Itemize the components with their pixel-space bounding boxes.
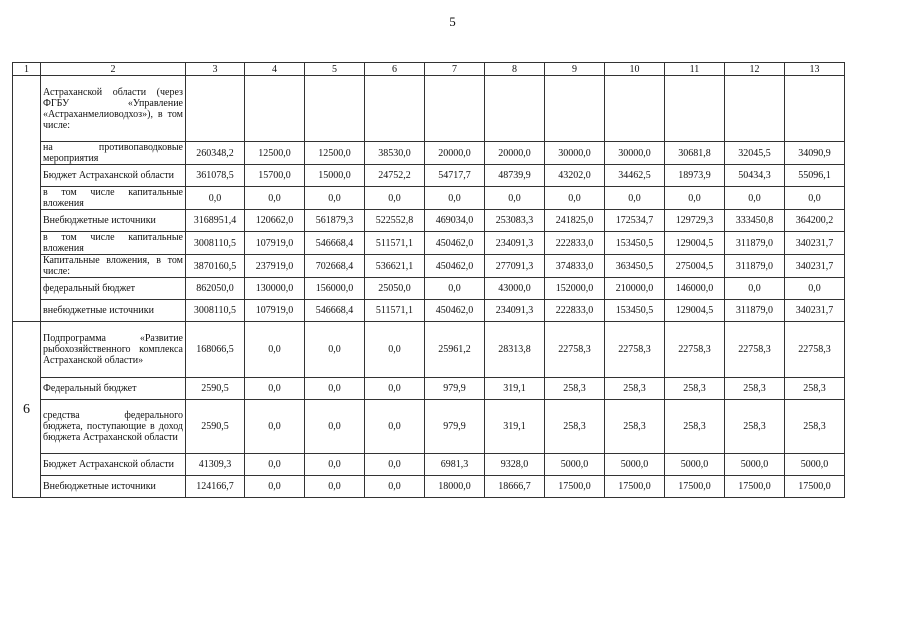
value-cell: 0,0 <box>365 187 425 210</box>
column-header: 6 <box>365 63 425 76</box>
value-cell: 107919,0 <box>245 232 305 255</box>
value-cell: 146000,0 <box>665 278 725 300</box>
value-cell: 979,9 <box>425 400 485 454</box>
value-cell: 9328,0 <box>485 454 545 476</box>
value-cell: 0,0 <box>605 187 665 210</box>
value-cell: 361078,5 <box>186 165 245 187</box>
value-cell: 22758,3 <box>605 322 665 378</box>
value-cell: 28313,8 <box>485 322 545 378</box>
value-cell: 237919,0 <box>245 255 305 278</box>
value-cell: 130000,0 <box>245 278 305 300</box>
value-cell: 702668,4 <box>305 255 365 278</box>
value-cell: 311879,0 <box>725 255 785 278</box>
value-cell: 153450,5 <box>605 300 665 322</box>
value-cell: 253083,3 <box>485 210 545 232</box>
table-row <box>13 400 845 454</box>
value-cell: 275004,5 <box>665 255 725 278</box>
value-cell: 0,0 <box>365 400 425 454</box>
value-cell: 30681,8 <box>665 142 725 165</box>
value-cell: 258,3 <box>665 378 725 400</box>
value-cell: 258,3 <box>545 378 605 400</box>
value-cell <box>725 76 785 142</box>
value-cell <box>485 76 545 142</box>
value-cell: 450462,0 <box>425 232 485 255</box>
row-label: Капитальные вложения, в том числе: <box>41 255 186 278</box>
value-cell: 43000,0 <box>485 278 545 300</box>
table-row <box>13 378 845 400</box>
value-cell: 0,0 <box>245 454 305 476</box>
value-cell: 0,0 <box>186 187 245 210</box>
row-label: в том числе капитальные вложения <box>41 187 186 210</box>
value-cell: 234091,3 <box>485 300 545 322</box>
value-cell: 363450,5 <box>605 255 665 278</box>
column-header: 2 <box>41 63 186 76</box>
value-cell <box>365 76 425 142</box>
table-row <box>13 300 845 322</box>
table-row <box>13 322 845 378</box>
row-label: в том числе капитальные вложения <box>41 232 186 255</box>
value-cell: 511571,1 <box>365 300 425 322</box>
value-cell <box>785 76 845 142</box>
value-cell: 54717,7 <box>425 165 485 187</box>
value-cell: 0,0 <box>245 378 305 400</box>
table-row <box>13 165 845 187</box>
value-cell: 129004,5 <box>665 232 725 255</box>
value-cell: 5000,0 <box>665 454 725 476</box>
value-cell: 6981,3 <box>425 454 485 476</box>
column-header: 11 <box>665 63 725 76</box>
value-cell: 546668,4 <box>305 300 365 322</box>
value-cell: 20000,0 <box>425 142 485 165</box>
table-row <box>13 232 845 255</box>
table-row <box>13 255 845 278</box>
row-label: Астраханской области (через ФГБУ «Управление «Астраханмелиоводхоз»), в том числе: <box>41 76 186 142</box>
row-label: Подпрограмма «Развитие рыбохозяйственного комплекса Астраханской области» <box>41 322 186 378</box>
value-cell: 3168951,4 <box>186 210 245 232</box>
value-cell: 450462,0 <box>425 300 485 322</box>
value-cell: 374833,0 <box>545 255 605 278</box>
value-cell: 20000,0 <box>485 142 545 165</box>
column-header: 8 <box>485 63 545 76</box>
value-cell: 450462,0 <box>425 255 485 278</box>
value-cell <box>186 76 245 142</box>
value-cell <box>425 76 485 142</box>
value-cell: 0,0 <box>725 187 785 210</box>
value-cell: 25961,2 <box>425 322 485 378</box>
value-cell: 258,3 <box>545 400 605 454</box>
value-cell: 17500,0 <box>545 476 605 498</box>
row-label: Внебюджетные источники <box>41 210 186 232</box>
value-cell: 30000,0 <box>605 142 665 165</box>
value-cell: 22758,3 <box>785 322 845 378</box>
table-row <box>13 476 845 498</box>
value-cell <box>245 76 305 142</box>
value-cell: 561879,3 <box>305 210 365 232</box>
value-cell: 43202,0 <box>545 165 605 187</box>
value-cell: 18666,7 <box>485 476 545 498</box>
value-cell: 340231,7 <box>785 300 845 322</box>
budget-table <box>12 62 845 498</box>
column-header: 13 <box>785 63 845 76</box>
value-cell: 55096,1 <box>785 165 845 187</box>
value-cell: 41309,3 <box>186 454 245 476</box>
row-group-index <box>13 76 41 322</box>
value-cell: 311879,0 <box>725 300 785 322</box>
column-header: 3 <box>186 63 245 76</box>
value-cell: 15700,0 <box>245 165 305 187</box>
value-cell: 107919,0 <box>245 300 305 322</box>
value-cell: 0,0 <box>245 400 305 454</box>
value-cell: 3008110,5 <box>186 300 245 322</box>
column-header: 5 <box>305 63 365 76</box>
column-header: 10 <box>605 63 665 76</box>
table-row <box>13 76 845 142</box>
value-cell: 0,0 <box>365 476 425 498</box>
value-cell: 48739,9 <box>485 165 545 187</box>
value-cell: 0,0 <box>785 187 845 210</box>
value-cell: 34462,5 <box>605 165 665 187</box>
value-cell: 0,0 <box>245 187 305 210</box>
value-cell: 5000,0 <box>545 454 605 476</box>
value-cell: 120662,0 <box>245 210 305 232</box>
value-cell: 0,0 <box>725 278 785 300</box>
value-cell: 172534,7 <box>605 210 665 232</box>
value-cell: 25050,0 <box>365 278 425 300</box>
value-cell: 0,0 <box>785 278 845 300</box>
value-cell: 0,0 <box>305 187 365 210</box>
value-cell: 260348,2 <box>186 142 245 165</box>
column-header: 7 <box>425 63 485 76</box>
value-cell: 17500,0 <box>665 476 725 498</box>
row-label: на противопаводковые мероприятия <box>41 142 186 165</box>
value-cell <box>665 76 725 142</box>
value-cell: 168066,5 <box>186 322 245 378</box>
column-header: 1 <box>13 63 41 76</box>
table-row <box>13 454 845 476</box>
value-cell: 152000,0 <box>545 278 605 300</box>
value-cell: 311879,0 <box>725 232 785 255</box>
row-label: Бюджет Астраханской области <box>41 165 186 187</box>
value-cell: 210000,0 <box>605 278 665 300</box>
value-cell: 0,0 <box>365 378 425 400</box>
value-cell <box>305 76 365 142</box>
value-cell: 129729,3 <box>665 210 725 232</box>
value-cell: 258,3 <box>725 378 785 400</box>
value-cell: 18973,9 <box>665 165 725 187</box>
value-cell: 5000,0 <box>605 454 665 476</box>
value-cell: 18000,0 <box>425 476 485 498</box>
value-cell: 32045,5 <box>725 142 785 165</box>
value-cell: 17500,0 <box>605 476 665 498</box>
value-cell: 34090,9 <box>785 142 845 165</box>
value-cell: 546668,4 <box>305 232 365 255</box>
value-cell: 0,0 <box>305 378 365 400</box>
value-cell <box>545 76 605 142</box>
value-cell: 258,3 <box>605 378 665 400</box>
value-cell <box>605 76 665 142</box>
value-cell: 258,3 <box>725 400 785 454</box>
value-cell: 17500,0 <box>725 476 785 498</box>
page-number: 5 <box>449 14 456 29</box>
value-cell: 153450,5 <box>605 232 665 255</box>
value-cell: 0,0 <box>545 187 605 210</box>
value-cell: 333450,8 <box>725 210 785 232</box>
row-label: внебюджетные источники <box>41 300 186 322</box>
value-cell: 17500,0 <box>785 476 845 498</box>
value-cell: 469034,0 <box>425 210 485 232</box>
table-row <box>13 210 845 232</box>
value-cell: 0,0 <box>425 278 485 300</box>
value-cell: 50434,3 <box>725 165 785 187</box>
value-cell: 24752,2 <box>365 165 425 187</box>
value-cell: 258,3 <box>785 400 845 454</box>
value-cell: 862050,0 <box>186 278 245 300</box>
value-cell: 277091,3 <box>485 255 545 278</box>
row-group-index: 6 <box>13 322 41 498</box>
value-cell: 979,9 <box>425 378 485 400</box>
value-cell: 234091,3 <box>485 232 545 255</box>
table-row <box>13 278 845 300</box>
value-cell: 22758,3 <box>545 322 605 378</box>
column-header: 12 <box>725 63 785 76</box>
value-cell: 340231,7 <box>785 232 845 255</box>
value-cell: 536621,1 <box>365 255 425 278</box>
value-cell: 22758,3 <box>665 322 725 378</box>
value-cell: 241825,0 <box>545 210 605 232</box>
value-cell: 2590,5 <box>186 400 245 454</box>
value-cell: 319,1 <box>485 378 545 400</box>
value-cell: 3008110,5 <box>186 232 245 255</box>
value-cell: 319,1 <box>485 400 545 454</box>
value-cell: 511571,1 <box>365 232 425 255</box>
row-label: Внебюджетные источники <box>41 476 186 498</box>
value-cell: 12500,0 <box>305 142 365 165</box>
value-cell: 156000,0 <box>305 278 365 300</box>
value-cell: 0,0 <box>305 322 365 378</box>
value-cell: 364200,2 <box>785 210 845 232</box>
value-cell: 222833,0 <box>545 232 605 255</box>
value-cell: 0,0 <box>485 187 545 210</box>
value-cell: 0,0 <box>365 322 425 378</box>
value-cell: 0,0 <box>305 476 365 498</box>
header-row <box>13 63 845 76</box>
value-cell: 0,0 <box>305 454 365 476</box>
value-cell: 258,3 <box>605 400 665 454</box>
column-header: 9 <box>545 63 605 76</box>
row-label: федеральный бюджет <box>41 278 186 300</box>
value-cell: 38530,0 <box>365 142 425 165</box>
value-cell: 258,3 <box>785 378 845 400</box>
row-label: Бюджет Астраханской области <box>41 454 186 476</box>
value-cell: 22758,3 <box>725 322 785 378</box>
value-cell: 12500,0 <box>245 142 305 165</box>
value-cell: 15000,0 <box>305 165 365 187</box>
value-cell: 258,3 <box>665 400 725 454</box>
column-header: 4 <box>245 63 305 76</box>
value-cell: 522552,8 <box>365 210 425 232</box>
value-cell: 129004,5 <box>665 300 725 322</box>
value-cell: 2590,5 <box>186 378 245 400</box>
value-cell: 3870160,5 <box>186 255 245 278</box>
value-cell: 222833,0 <box>545 300 605 322</box>
value-cell: 5000,0 <box>785 454 845 476</box>
value-cell: 5000,0 <box>725 454 785 476</box>
value-cell: 30000,0 <box>545 142 605 165</box>
value-cell: 0,0 <box>245 476 305 498</box>
value-cell: 0,0 <box>665 187 725 210</box>
table-row <box>13 142 845 165</box>
table-row <box>13 187 845 210</box>
row-label: средства федерального бюджета, поступающие в доход бюджета Астраханской области <box>41 400 186 454</box>
value-cell: 340231,7 <box>785 255 845 278</box>
value-cell: 0,0 <box>365 454 425 476</box>
value-cell: 0,0 <box>305 400 365 454</box>
value-cell: 0,0 <box>245 322 305 378</box>
row-label: Федеральный бюджет <box>41 378 186 400</box>
value-cell: 124166,7 <box>186 476 245 498</box>
value-cell: 0,0 <box>425 187 485 210</box>
